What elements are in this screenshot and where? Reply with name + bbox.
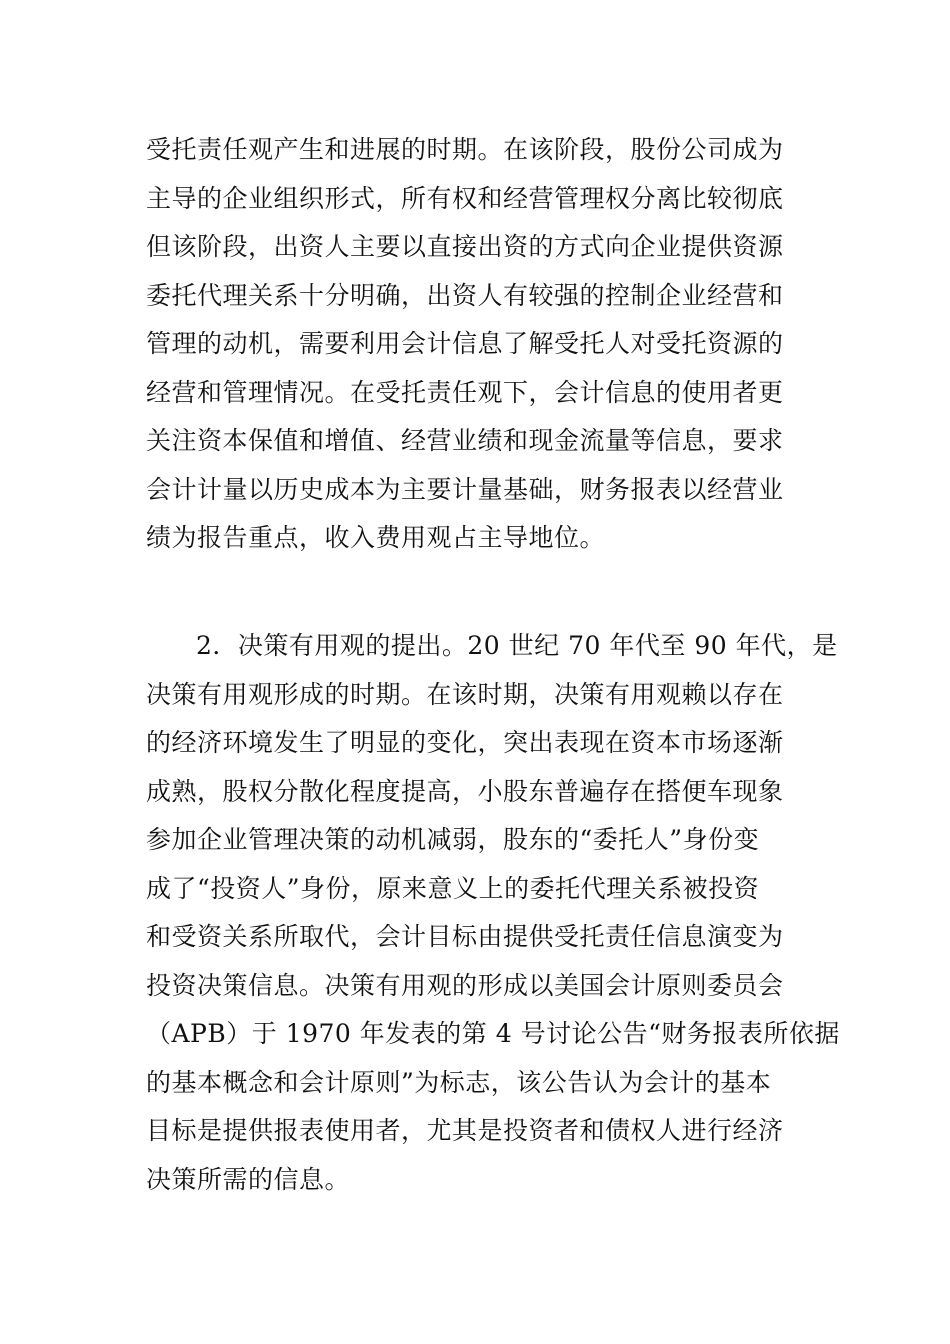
text-line: 绩为报告重点，收入费用观占主导地位。 — [146, 523, 606, 552]
text-line: 投资决策信息。决策有用观的形成以美国会计原则委员会 — [146, 970, 784, 1000]
paragraph-2 — [146, 622, 840, 1204]
text-line-first: 2．决策有用观的提出。20 世纪 70 年代至 90 年代，是 — [196, 631, 838, 660]
text-line: 管理的动机，需要利用会计信息了解受托人对受托资源的 — [146, 329, 784, 358]
text-line: 主导的企业组织形式，所有权和经营管理权分离比较彻底 — [146, 183, 784, 213]
text-line: 决策有用观形成的时期。在该时期，决策有用观赖以存在 — [146, 679, 784, 709]
text-line: 经营和管理情况。在受托责任观下，会计信息的使用者更 — [146, 377, 784, 407]
text-line: 参加企业管理决策的动机减弱，股东的“委托人”身份变 — [146, 825, 760, 854]
text-line: 成了“投资人”身份，原来意义上的委托代理关系被投资 — [146, 873, 760, 903]
text-line: 受托责任观产生和进展的时期。在该阶段，股份公司成为 — [146, 135, 784, 164]
paragraph-1 — [146, 126, 808, 563]
text-line: 但该阶段，出资人主要以直接出资的方式向企业提供资源 — [146, 232, 784, 261]
text-line: 会计计量以历史成本为主要计量基础，财务报表以经营业 — [146, 474, 784, 504]
text-line: 委托代理关系十分明确，出资人有较强的控制企业经营和 — [146, 280, 784, 310]
text-line: 和受资关系所取代，会计目标由提供受托责任信息演变为 — [146, 922, 784, 951]
text-line: 关注资本保值和增值、经营业绩和现金流量等信息，要求 — [146, 426, 784, 455]
text-line: 目标是提供报表使用者，尤其是投资者和债权人进行经济 — [146, 1116, 784, 1145]
text-line: 的经济环境发生了明显的变化，突出表现在资本市场逐渐 — [146, 728, 784, 757]
text-line: 的基本概念和会计原则”为标志，该公告认为会计的基本 — [146, 1067, 772, 1097]
text-line: 成熟，股权分散化程度提高，小股东普遍存在搭便车现象 — [146, 776, 784, 806]
text-line: 决策所需的信息。 — [146, 1164, 351, 1194]
text-line: （APB）于 1970 年发表的第 4 号讨论公告“财务报表所依据 — [146, 1019, 840, 1048]
